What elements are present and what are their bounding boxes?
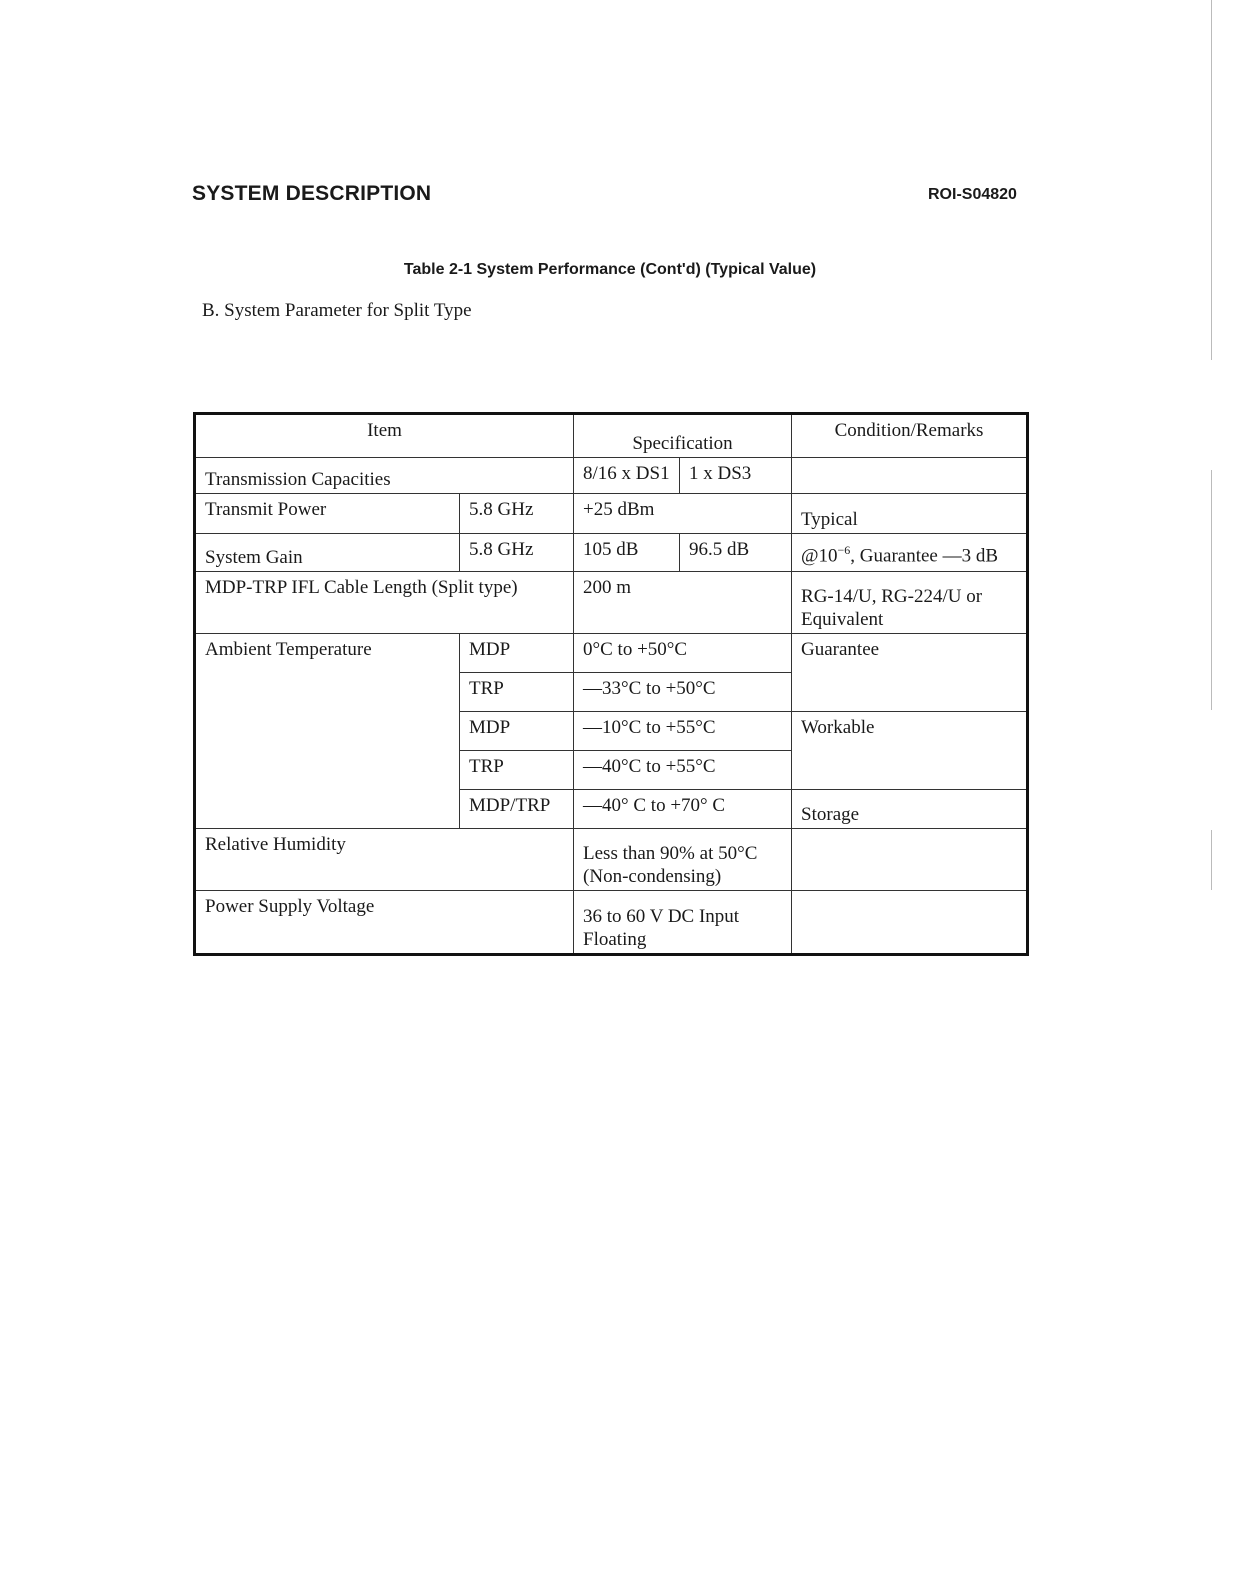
- page-header-title: SYSTEM DESCRIPTION: [192, 182, 432, 205]
- scan-edge-mark: [1211, 830, 1212, 890]
- cell-remarks: RG-14/U, RG-224/U or Equivalent: [792, 572, 1028, 634]
- cell-remarks: [792, 458, 1028, 494]
- cell-spec: 1 x DS3: [680, 458, 792, 494]
- cell-item: Power Supply Voltage: [195, 891, 574, 955]
- cell-remarks: Guarantee: [792, 634, 1028, 712]
- cell-spec: 0°C to +50°C: [574, 634, 792, 673]
- cell-sub: 5.8 GHz: [460, 494, 574, 534]
- remarks-prefix: @10: [801, 545, 838, 567]
- table-row: [195, 494, 1028, 534]
- header-remarks: Condition/Remarks: [792, 414, 1028, 458]
- cell-spec: Less than 90% at 50°C (Non-condensing): [574, 829, 792, 891]
- table-header-row: [195, 414, 1028, 458]
- cell-spec: 36 to 60 V DC Input Floating: [574, 891, 792, 955]
- header-specification: Specification: [574, 414, 792, 458]
- cell-sub: 5.8 GHz: [460, 534, 574, 572]
- scan-edge-mark: [1211, 470, 1212, 710]
- cell-sub: TRP: [460, 673, 574, 712]
- cell-spec: 105 dB: [574, 534, 680, 572]
- cell-spec: —33°C to +50°C: [574, 673, 792, 712]
- cell-sub: MDP/TRP: [460, 790, 574, 829]
- cell-sub: MDP: [460, 712, 574, 751]
- table-row: [195, 572, 1028, 634]
- table-row: [195, 534, 1028, 572]
- cell-remarks: Typical: [792, 494, 1028, 534]
- cell-remarks: [792, 829, 1028, 891]
- table-row: [195, 891, 1028, 955]
- cell-sub: TRP: [460, 751, 574, 790]
- cell-item: Transmission Capacities: [195, 458, 574, 494]
- cell-item: Transmit Power: [195, 494, 460, 534]
- system-parameter-table: [193, 412, 1029, 956]
- cell-spec: 96.5 dB: [680, 534, 792, 572]
- section-label: B. System Parameter for Split Type: [202, 300, 472, 321]
- table-row: [195, 634, 1028, 673]
- cell-spec: —40°C to +55°C: [574, 751, 792, 790]
- cell-item: MDP-TRP IFL Cable Length (Split type): [195, 572, 574, 634]
- table-row: [195, 458, 1028, 494]
- document-id: ROI-S04820: [928, 186, 1017, 203]
- cell-remarks: [792, 891, 1028, 955]
- cell-spec: 200 m: [574, 572, 792, 634]
- cell-spec: —10°C to +55°C: [574, 712, 792, 751]
- remarks-exponent: −6: [837, 543, 851, 558]
- table-caption: Table 2-1 System Performance (Cont'd) (Typical Value): [403, 261, 817, 278]
- cell-sub: MDP: [460, 634, 574, 673]
- cell-spec: —40° C to +70° C: [574, 790, 792, 829]
- cell-remarks: [792, 534, 1028, 572]
- remarks-suffix: , Guarantee —3 dB: [850, 545, 999, 567]
- table-row: [195, 829, 1028, 891]
- cell-spec: 8/16 x DS1: [574, 458, 680, 494]
- cell-spec: +25 dBm: [574, 494, 792, 534]
- scan-edge-mark: [1211, 0, 1212, 360]
- header-item: Item: [195, 414, 574, 458]
- cell-remarks: Storage: [792, 790, 1028, 829]
- cell-item: Ambient Temperature: [195, 634, 460, 829]
- cell-remarks: Workable: [792, 712, 1028, 790]
- cell-item: Relative Humidity: [195, 829, 574, 891]
- cell-item: System Gain: [195, 534, 460, 572]
